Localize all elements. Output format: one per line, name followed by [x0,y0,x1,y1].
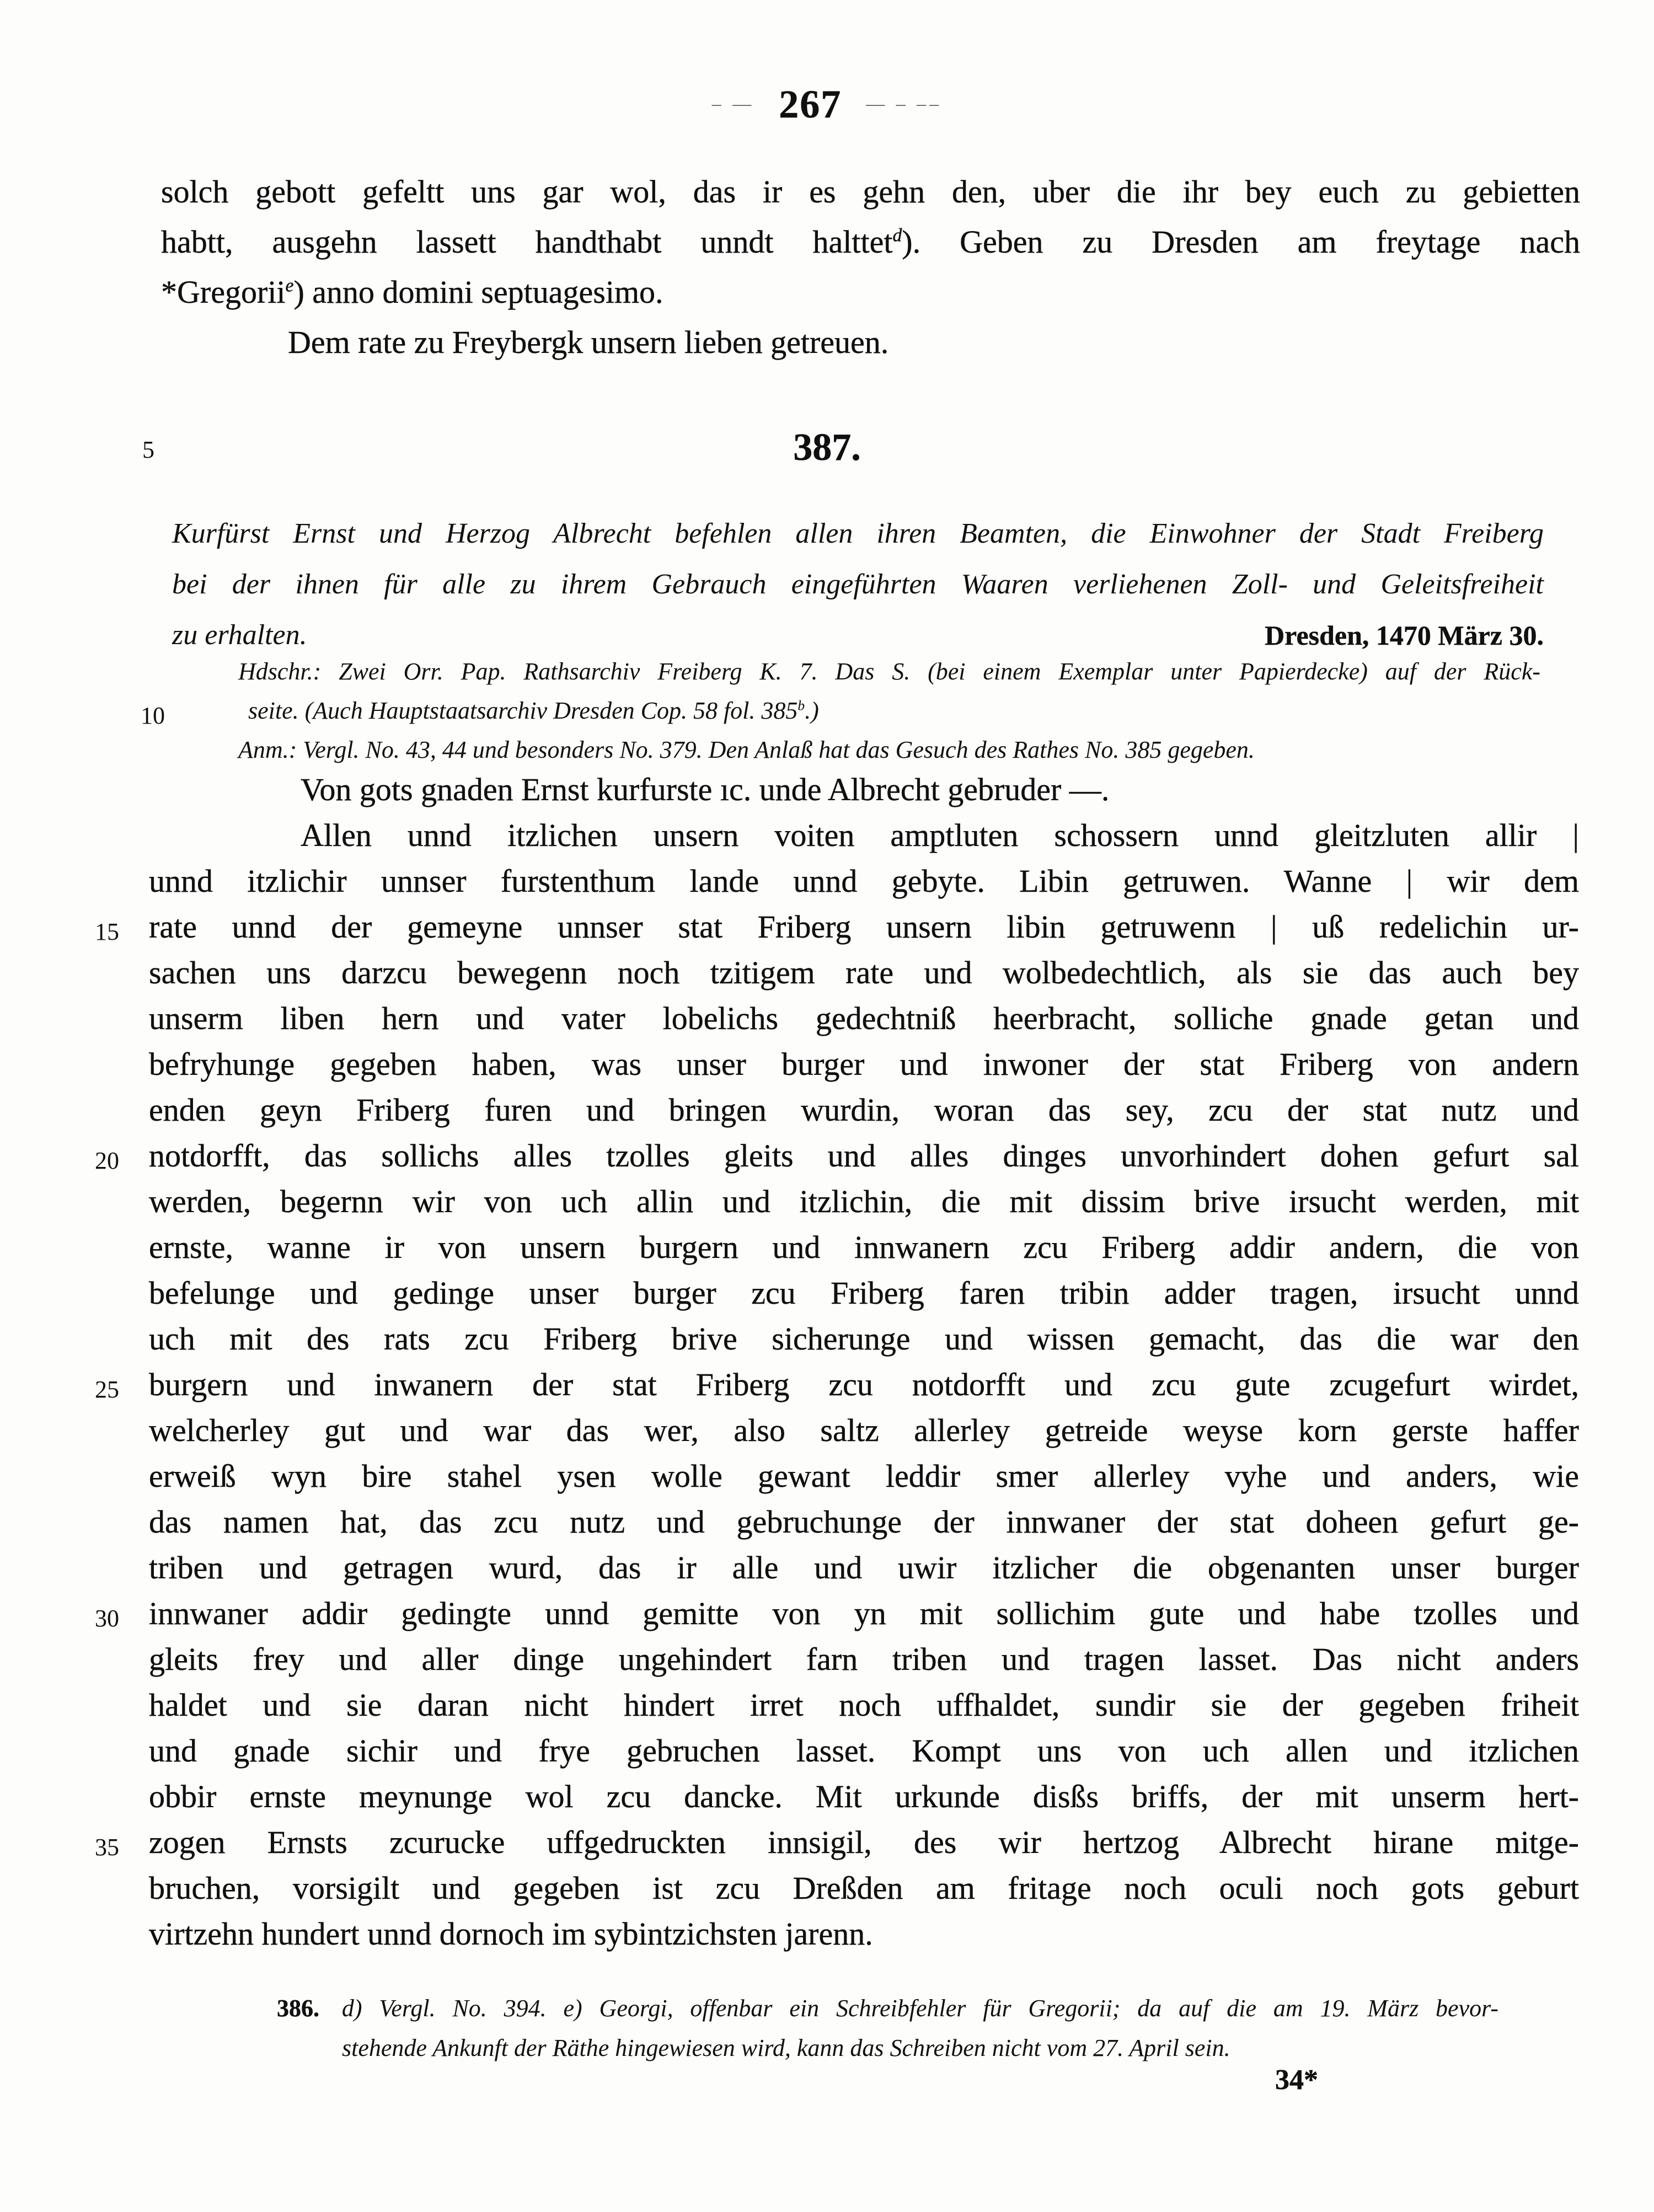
line-text: solch gebott gefeltt uns gar wol, das ir es gehn den, uber die ihr bey euch zu gebietten [161,174,1580,210]
text-line [149,1545,1579,1590]
line-text: ) anno domini septuagesimo. [293,274,663,310]
line-text: stehende Ankunft der Räthe hingewiesen wird, kann das Schreiben nicht vom 27. April sein. [342,2034,1230,2061]
line-text: triben und getragen wurd, das ir alle und uwir itzlicher die obgenanten unser burger [149,1550,1579,1586]
margin-line-number-10: 10 [141,702,165,729]
text-line [149,1911,1579,1957]
text-line [161,217,1580,267]
margin-line-number: 35 [95,1834,119,1861]
footnote-note-d: d) Vergl. No. 394. [341,1995,547,2022]
footnote-ref-d: d [892,225,902,246]
folio-superscript: b [797,697,805,714]
document-number: 387. [793,426,861,469]
text-line [95,1133,1579,1179]
text-line [149,1636,1579,1682]
document-summary [172,508,1544,661]
summary-line [172,508,1544,559]
footnote-note-e: e) Georgi, offenbar ein Schreibfehler für Gregorii; da auf die am 19. März bevor- [563,1995,1499,2022]
line-text: bei der ihnen für alle zu ihrem Gebrauch eingeführten Waaren verliehenen Zoll- und Geleitsfreiheit [172,569,1544,600]
footnote-ref-number: 386. [277,1995,319,2022]
line-text: seite. (Auch Hauptstaatsarchiv Dresden Cop. 58 fol. 385 [248,697,798,724]
source-line [238,652,1540,691]
text-line [95,1362,1579,1407]
text-line [149,1774,1579,1819]
source-line [238,691,1540,730]
text-line [149,812,1579,858]
line-text: .) [805,697,819,724]
line-text: unnd itzlichir unnser furstenthum lande unnd gebyte. Libin getruwen. Wanne | wir dem [149,863,1579,899]
line-text: haldet und sie daran nicht hindert irret noch uffhaldet, sundir sie der gegeben friheit [149,1687,1579,1723]
margin-line-number-5: 5 [142,436,154,463]
text-line [161,267,1580,317]
text-line [149,1407,1579,1453]
text-line [149,1316,1579,1362]
text-line [149,1728,1579,1774]
text-line [149,1087,1579,1133]
line-text: das namen hat, das zcu nutz und gebruchunge der innwaner der stat doheen gefurt ge- [149,1504,1579,1540]
text-line [149,1179,1579,1224]
line-text: Hdschr.: Zwei Orr. Pap. Rathsarchiv Freiberg K. 7. Das S. (bei einem Exemplar unter Papierdecke) auf der Rück- [238,658,1540,685]
text-line [149,1224,1579,1270]
line-text: Dem rate zu Freybergk unsern lieben getreuen. [288,324,889,360]
text-line [95,1819,1579,1865]
summary-line [172,559,1544,610]
page-number: 267 [779,82,842,126]
text-line [149,1682,1579,1728]
line-text: ernste, wanne ir von unsern burgern und innwanern zcu Friberg addir andern, die von [149,1229,1579,1265]
margin-line-number: 30 [95,1605,119,1632]
line-text: befryhunge gegeben haben, was unser burger und inwoner der stat Friberg von andern [149,1046,1579,1082]
line-text: virtzehn hundert unnd dornoch im sybintzichsten jarenn. [149,1916,873,1952]
signature-mark: 34* [1275,2064,1318,2096]
line-text: und gnade sichir und frye gebruchen lasset. Kompt uns von uch allen und itzlichen [149,1733,1579,1769]
header-dash-right: — – –– [866,94,943,114]
line-text: gleits frey und aller dinge ungehindert farn triben und tragen lasset. Das nicht anders [149,1641,1579,1677]
address-line [161,317,1580,367]
line-text: Kurfürst Ernst und Herzog Albrecht befehlen allen ihren Beamten, die Einwohner der Stadt Freiberg [172,518,1544,549]
text-line [149,858,1579,904]
text-line [149,1270,1579,1316]
line-text: uch mit des rats zcu Friberg brive sicherunge und wissen gemacht, das die war den [149,1321,1579,1357]
line-text: innwaner addir gedingte unnd gemitte von yn mit sollichim gute und habe tzolles und [149,1595,1579,1631]
document-heading [0,426,1654,470]
line-text: rate unnd der gemeyne unnser stat Friberg unsern libin getruwenn | uß redelichin ur- [149,909,1579,945]
line-text: habtt, ausgehn lassett handthabt unndt halttet [161,224,893,260]
footnote-line [342,2028,1498,2068]
line-text: enden geyn Friberg furen und bringen wurdin, woran das sey, zcu der stat nutz und [149,1092,1579,1128]
line-text: sachen uns darzcu bewegenn noch tzitigem rate und wolbedechtlich, als sie das auch bey [149,955,1579,990]
footnote [277,1989,1498,2068]
line-text: Allen unnd itzlichen unsern voiten amptluten schossern unnd gleitzluten allir | [301,817,1579,853]
line-text: bruchen, vorsigilt und gegeben ist zcu Dreßden am fritage noch oculi noch gots geburt [149,1870,1579,1906]
line-text: erweiß wyn bire stahel ysen wolle gewant leddir smer allerley vyhe und anders, wie [149,1458,1579,1494]
line-text: zogen Ernsts zcurucke uffgedruckten innsigil, des wir hertzog Albrecht hirane mitge- [149,1824,1579,1860]
line-text: obbir ernste meynunge wol zcu dancke. Mit urkunde disßs briffs, der mit unserm hert- [149,1779,1579,1814]
text-line [149,1499,1579,1545]
text-line [149,1041,1579,1087]
page-header [0,82,1654,127]
line-text: *Gregorii [161,274,286,310]
line-text: zu erhalten. [172,619,307,651]
text-line [95,904,1579,950]
text-line [149,1453,1579,1499]
text-line [149,995,1579,1041]
margin-line-number: 15 [95,918,119,945]
header-dash-left: – — [711,94,755,114]
document-body [95,767,1579,1957]
line-text: notdorfft, das sollichs alles tzolles gleits und alles dinges unvorhindert dohen gefurt sal [149,1138,1579,1174]
prev-document-paragraph [161,167,1580,367]
line-text: Anm.: Vergl. No. 43, 44 und besonders No. 379. Den Anlaß hat das Gesuch des Rathes No. 385 gegeben. [238,736,1255,763]
line-text: burgern und inwanern der stat Friberg zcu notdorfft und zcu gute zcugefurt wirdet, [149,1367,1579,1402]
line-text: befelunge und gedinge unser burger zcu Friberg faren tribin adder tragen, irsucht unnd [149,1275,1579,1311]
text-line [149,767,1579,812]
source-note [141,652,1540,769]
line-text: ). Geben zu Dresden am freytage nach [902,224,1580,260]
text-line [161,167,1580,217]
line-text: werden, begernn wir von uch allin und itzlichin, die mit dissim brive irsucht werden, mit [149,1183,1579,1219]
line-text: welcherley gut und war das wer, also saltz allerley getreide weyse korn gerste haffer [149,1412,1579,1448]
line-text: Von gots gnaden Ernst kurfurste ıc. unde Albrecht gebruder —. [301,772,1110,807]
annotation-line [238,730,1540,769]
line-text: unserm liben hern und vater lobelichs gedechtniß heerbracht, solliche gnade getan und [149,1000,1579,1036]
text-line [149,1865,1579,1911]
margin-line-number: 25 [95,1376,119,1403]
text-line [149,950,1579,995]
margin-line-number: 20 [95,1147,119,1174]
footnote-line [277,1989,1498,2028]
dateline: Dresden, 1470 März 30. [1265,620,1544,651]
footnote-ref-e: e [285,275,294,296]
text-line [95,1590,1579,1636]
